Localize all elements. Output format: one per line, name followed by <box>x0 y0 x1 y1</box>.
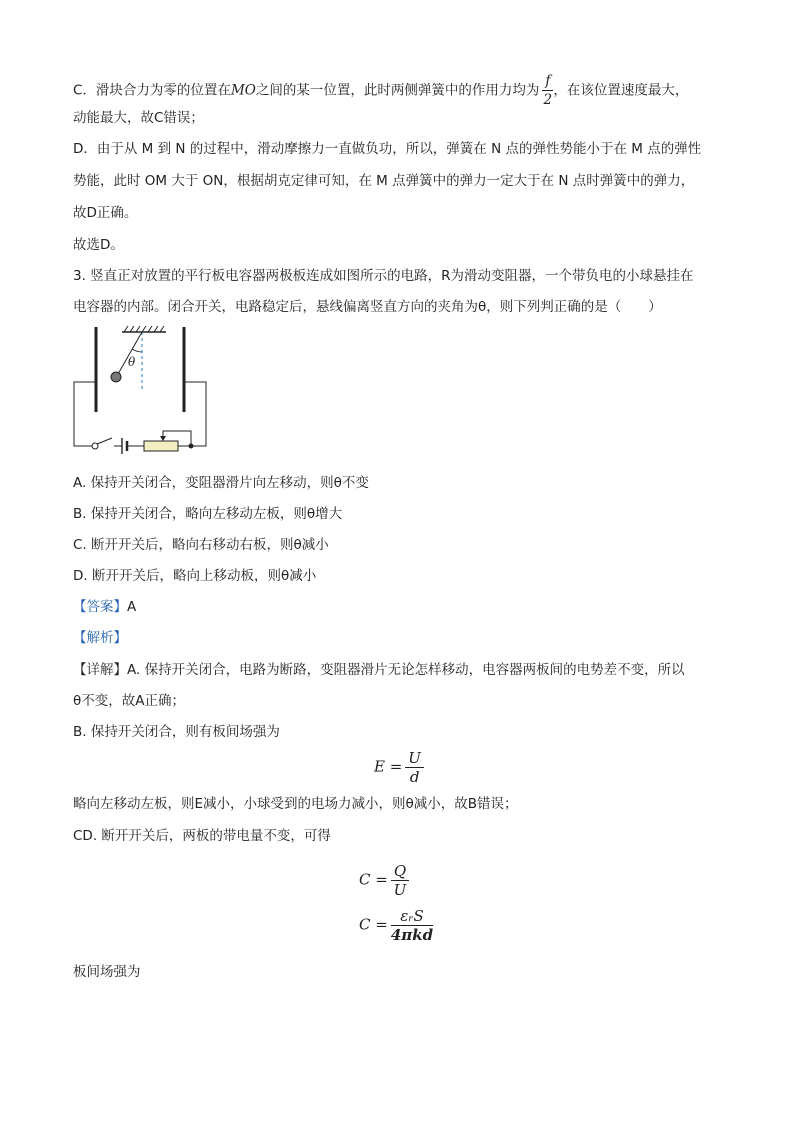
equation-capacitance <box>359 907 433 944</box>
option-c: C. 断开开关后，略向右移动右板，则θ减小 <box>73 537 329 553</box>
analysis-tag: 【解析】 <box>73 630 127 646</box>
text-segment: C．滑块合力为零的位置在 <box>73 82 231 99</box>
math-mo: MO <box>230 82 256 99</box>
fraction-numerator: εᵣS <box>391 907 433 926</box>
option-d: D. 断开开关后，略向上移动板，则θ减小 <box>73 568 317 584</box>
equation-e-u-d <box>374 749 424 786</box>
detail-tag: 【详解】 <box>73 662 127 678</box>
left-wire <box>74 382 96 446</box>
text-segment: ，在该位置速度最大， <box>553 82 689 99</box>
option-b: B. 保持开关闭合，略向左移动左板，则θ增大 <box>73 506 343 522</box>
switch-lever <box>97 438 112 444</box>
circuit-diagram <box>70 322 220 457</box>
text-segment: 之间的某一位置，此时两侧弹簧中的作用力均为 <box>255 82 540 99</box>
ceiling-hatch <box>122 326 166 332</box>
detail-text: A. 保持开关闭合，电路为断路，变阻器滑片无论怎样移动，电容器两板间的电势差不变，所以 <box>127 662 685 678</box>
option-d-line-3: 故D正确。 <box>73 205 138 221</box>
detail-line-1 <box>73 660 685 680</box>
fraction-numerator: f <box>542 72 553 91</box>
equation-c-q-u <box>359 862 409 899</box>
equation-lhs: E = <box>374 757 403 776</box>
option-cd-analysis: CD. 断开开关后，两板的带电量不变，可得 <box>73 828 331 844</box>
option-c-line-2: 动能最大，故C错误； <box>73 110 204 126</box>
fraction-denominator: U <box>393 881 407 899</box>
equation-lhs: C = <box>359 915 388 934</box>
field-strength-line: 板间场强为 <box>73 964 141 980</box>
detail-line-2: θ不变，故A正确； <box>73 693 185 709</box>
charged-ball <box>111 372 121 382</box>
answer-line <box>73 597 136 617</box>
fraction-f-over-2 <box>542 72 553 109</box>
option-a: A. 保持开关闭合，变阻器滑片向左移动，则θ不变 <box>73 475 369 491</box>
answer-value: A <box>127 599 137 615</box>
theta-label: θ <box>128 355 136 369</box>
fraction-numerator: Q <box>391 862 409 881</box>
fraction-denominator: 2 <box>543 92 553 108</box>
slider-arrow <box>160 436 166 441</box>
fraction-denominator: 4πkd <box>390 926 434 944</box>
question-3-line-1: 3. 竖直正对放置的平行板电容器两极板连成如图所示的电路，R为滑动变阻器，一个带负电的小球悬挂在 <box>73 268 694 284</box>
equation-lhs: C = <box>359 870 388 889</box>
option-b-analysis: B. 保持开关闭合，则有板间场强为 <box>73 724 280 740</box>
junction-dot <box>189 444 194 449</box>
choose-line: 故选D。 <box>73 237 124 253</box>
option-d-line-1: D．由于从 M 到 N 的过程中，滑动摩擦力一直做负功，所以，弹簧在 N 点的弹性势能小于在 M 点的弹性 <box>73 141 702 157</box>
question-3-line-2: 电容器的内部。闭合开关，电路稳定后，悬线偏离竖直方向的夹角为θ，则下列判正确的是（ ） <box>73 299 662 315</box>
analysis-tag-line <box>73 628 127 648</box>
option-c-line-1 <box>73 72 688 109</box>
fraction-numerator: U <box>405 749 424 768</box>
answer-tag: 【答案】 <box>73 599 127 615</box>
rheostat <box>144 441 178 451</box>
angle-arc <box>132 349 142 352</box>
right-wire <box>184 382 206 446</box>
option-b-conclusion: 略向左移动左板，则E减小，小球受到的电场力减小，则θ减小，故B错误； <box>73 796 518 812</box>
fraction <box>391 862 409 899</box>
fraction-denominator: d <box>409 768 420 786</box>
option-d-line-2: 势能，此时 OM 大于 ON，根据胡克定律可知，在 M 点弹簧中的弹力一定大于在 N 点时弹簧中的弹力， <box>73 173 695 189</box>
fraction <box>391 907 433 944</box>
fraction <box>405 749 424 786</box>
